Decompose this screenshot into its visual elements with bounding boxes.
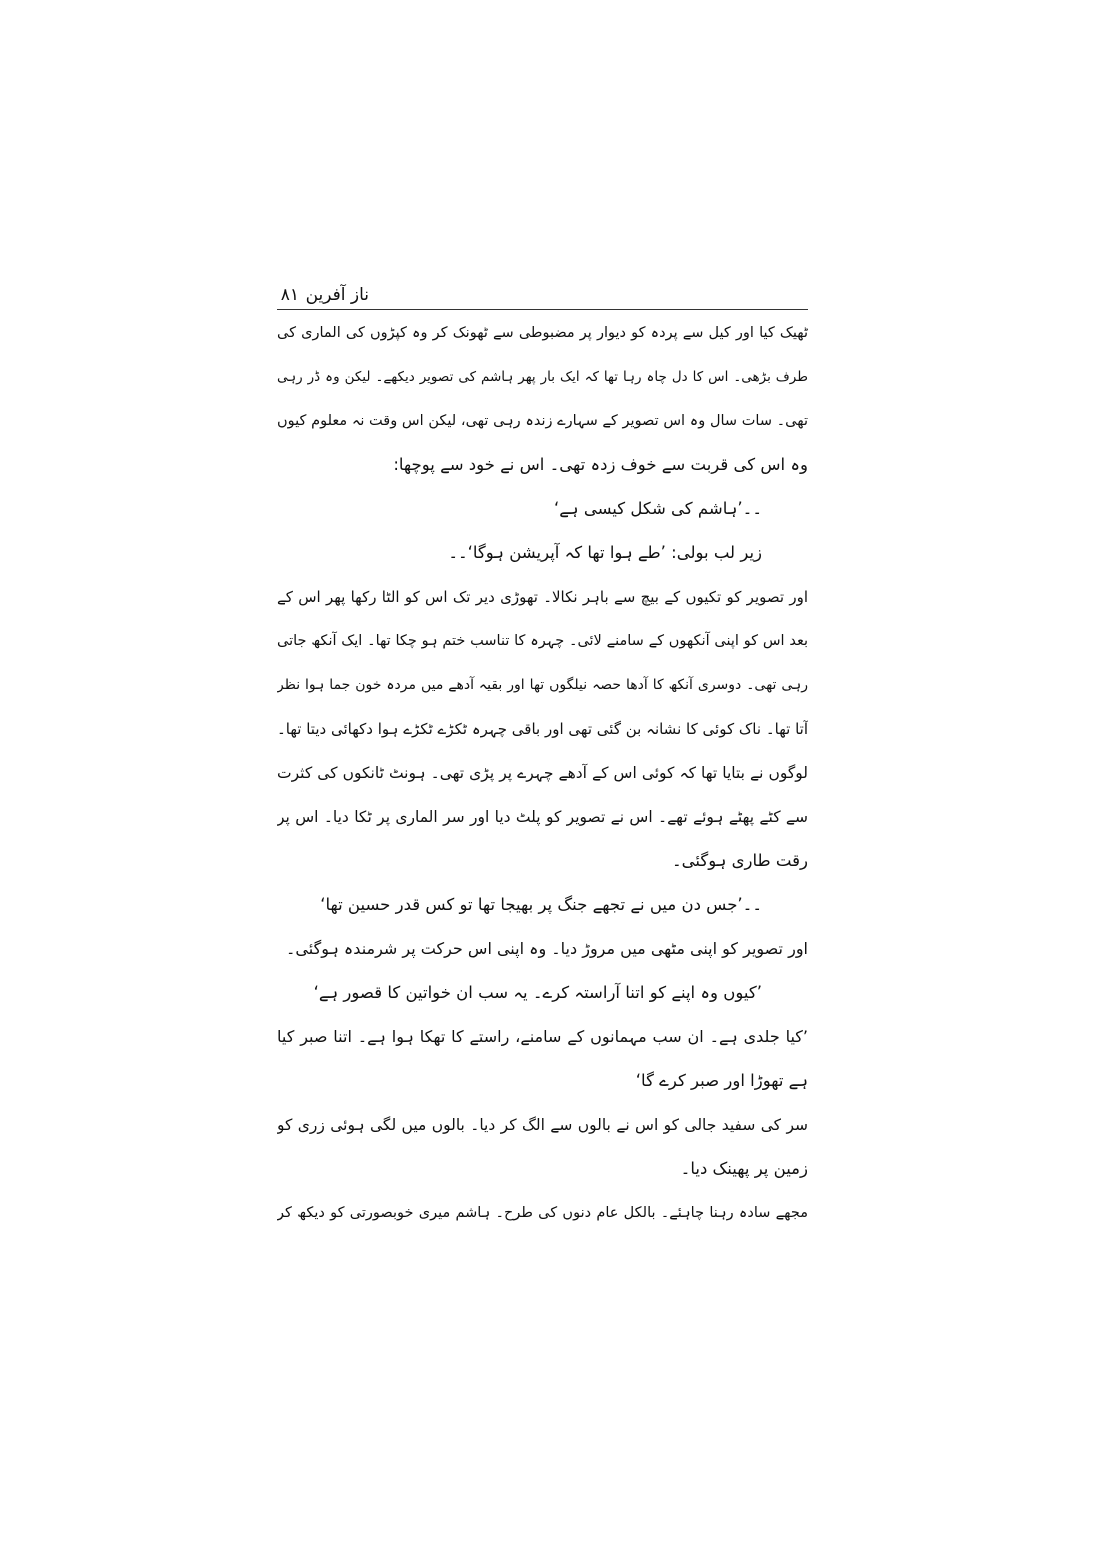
text-line: رقت طاری ہوگئی۔	[671, 851, 808, 870]
text-line: طرف بڑھی۔ اس کا دل چاہ رہا تھا کہ ایک بار پھر ہاشم کی تصویر دیکھے۔ لیکن وہ ڈر رہی	[277, 369, 808, 385]
text-line: سے کٹے پھٹے ہوئے تھے۔ اس نے تصویر کو پلٹ دیا اور سر الماری پر ٹکا دیا۔ اس پر	[277, 808, 808, 826]
page-header	[277, 282, 807, 308]
body-text	[277, 320, 808, 1260]
text-line: بعد اس کو اپنی آنکھوں کے سامنے لائی۔ چہرہ کا تناسب ختم ہو چکا تھا۔ ایک آنکھ جاتی	[277, 633, 808, 649]
text-line: لوگوں نے بتایا تھا کہ کوئی اس کے آدھے چہرے پر پڑی تھی۔ ہونٹ ٹانکوں کی کثرت	[277, 764, 808, 782]
text-line: رہی تھی۔ دوسری آنکھ کا آدھا حصہ نیلگوں تھا اور بقیہ آدھے میں مردہ خون جما ہوا نظر	[277, 677, 808, 693]
text-line: وہ اس کی قربت سے خوف زدہ تھی۔ اس نے خود سے پوچھا:	[393, 455, 808, 474]
text-line: تھی۔ سات سال وہ اس تصویر کے سہارے زندہ رہی تھی، لیکن اس وقت نہ معلوم کیوں	[277, 413, 808, 429]
text-line: ۔۔’جس دن میں نے تجھے جنگ پر بھیجا تھا تو کس قدر حسین تھا‘	[320, 895, 762, 914]
header-rule	[277, 309, 808, 310]
text-line: آتا تھا۔ ناک کوئی کا نشانہ بن گئی تھی اور باقی چہرہ ٹکڑے ٹکڑے ہوا دکھائی دیتا تھا۔	[277, 720, 808, 738]
text-line: زیر لب بولی: ’طے ہوا تھا کہ آپریشن ہوگا‘۔۔	[448, 543, 762, 562]
text-line: ہے تھوڑا اور صبر کرے گا‘	[635, 1071, 808, 1090]
text-line: ’کیا جلدی ہے۔ ان سب مہمانوں کے سامنے، راستے کا تھکا ہوا ہے۔ اتنا صبر کیا	[277, 1027, 808, 1046]
text-line: ۔۔’ہاشم کی شکل کیسی ہے‘	[554, 499, 762, 518]
text-line: ’کیوں وہ اپنے کو اتنا آراستہ کرے۔ یہ سب ان خواتین کا قصور ہے‘	[313, 983, 762, 1002]
text-line: ٹھیک کیا اور کیل سے پردہ کو دیوار پر مضبوطی سے ٹھونک کر وہ کپڑوں کی الماری کی	[277, 325, 808, 341]
text-line: سر کی سفید جالی کو اس نے بالوں سے الگ کر دیا۔ بالوں میں لگی ہوئی زری کو	[277, 1116, 808, 1134]
text-line: مجھے سادہ رہنا چاہئے۔ بالکل عام دنوں کی طرح۔ ہاشم میری خوبصورتی کو دیکھ کر	[277, 1205, 808, 1221]
text-line: زمین پر پھینک دیا۔	[680, 1159, 808, 1178]
text-line: اور تصویر کو تکیوں کے بیچ سے باہر نکالا۔ تھوڑی دیر تک اس کو الٹا رکھا پھر اس کے	[277, 588, 808, 606]
running-title: ناز آفرین	[305, 285, 369, 305]
text-line: اور تصویر کو اپنی مٹھی میں مروڑ دیا۔ وہ اپنی اس حرکت پر شرمندہ ہوگئی۔	[286, 939, 808, 958]
page-number: ۸۱	[280, 285, 299, 305]
